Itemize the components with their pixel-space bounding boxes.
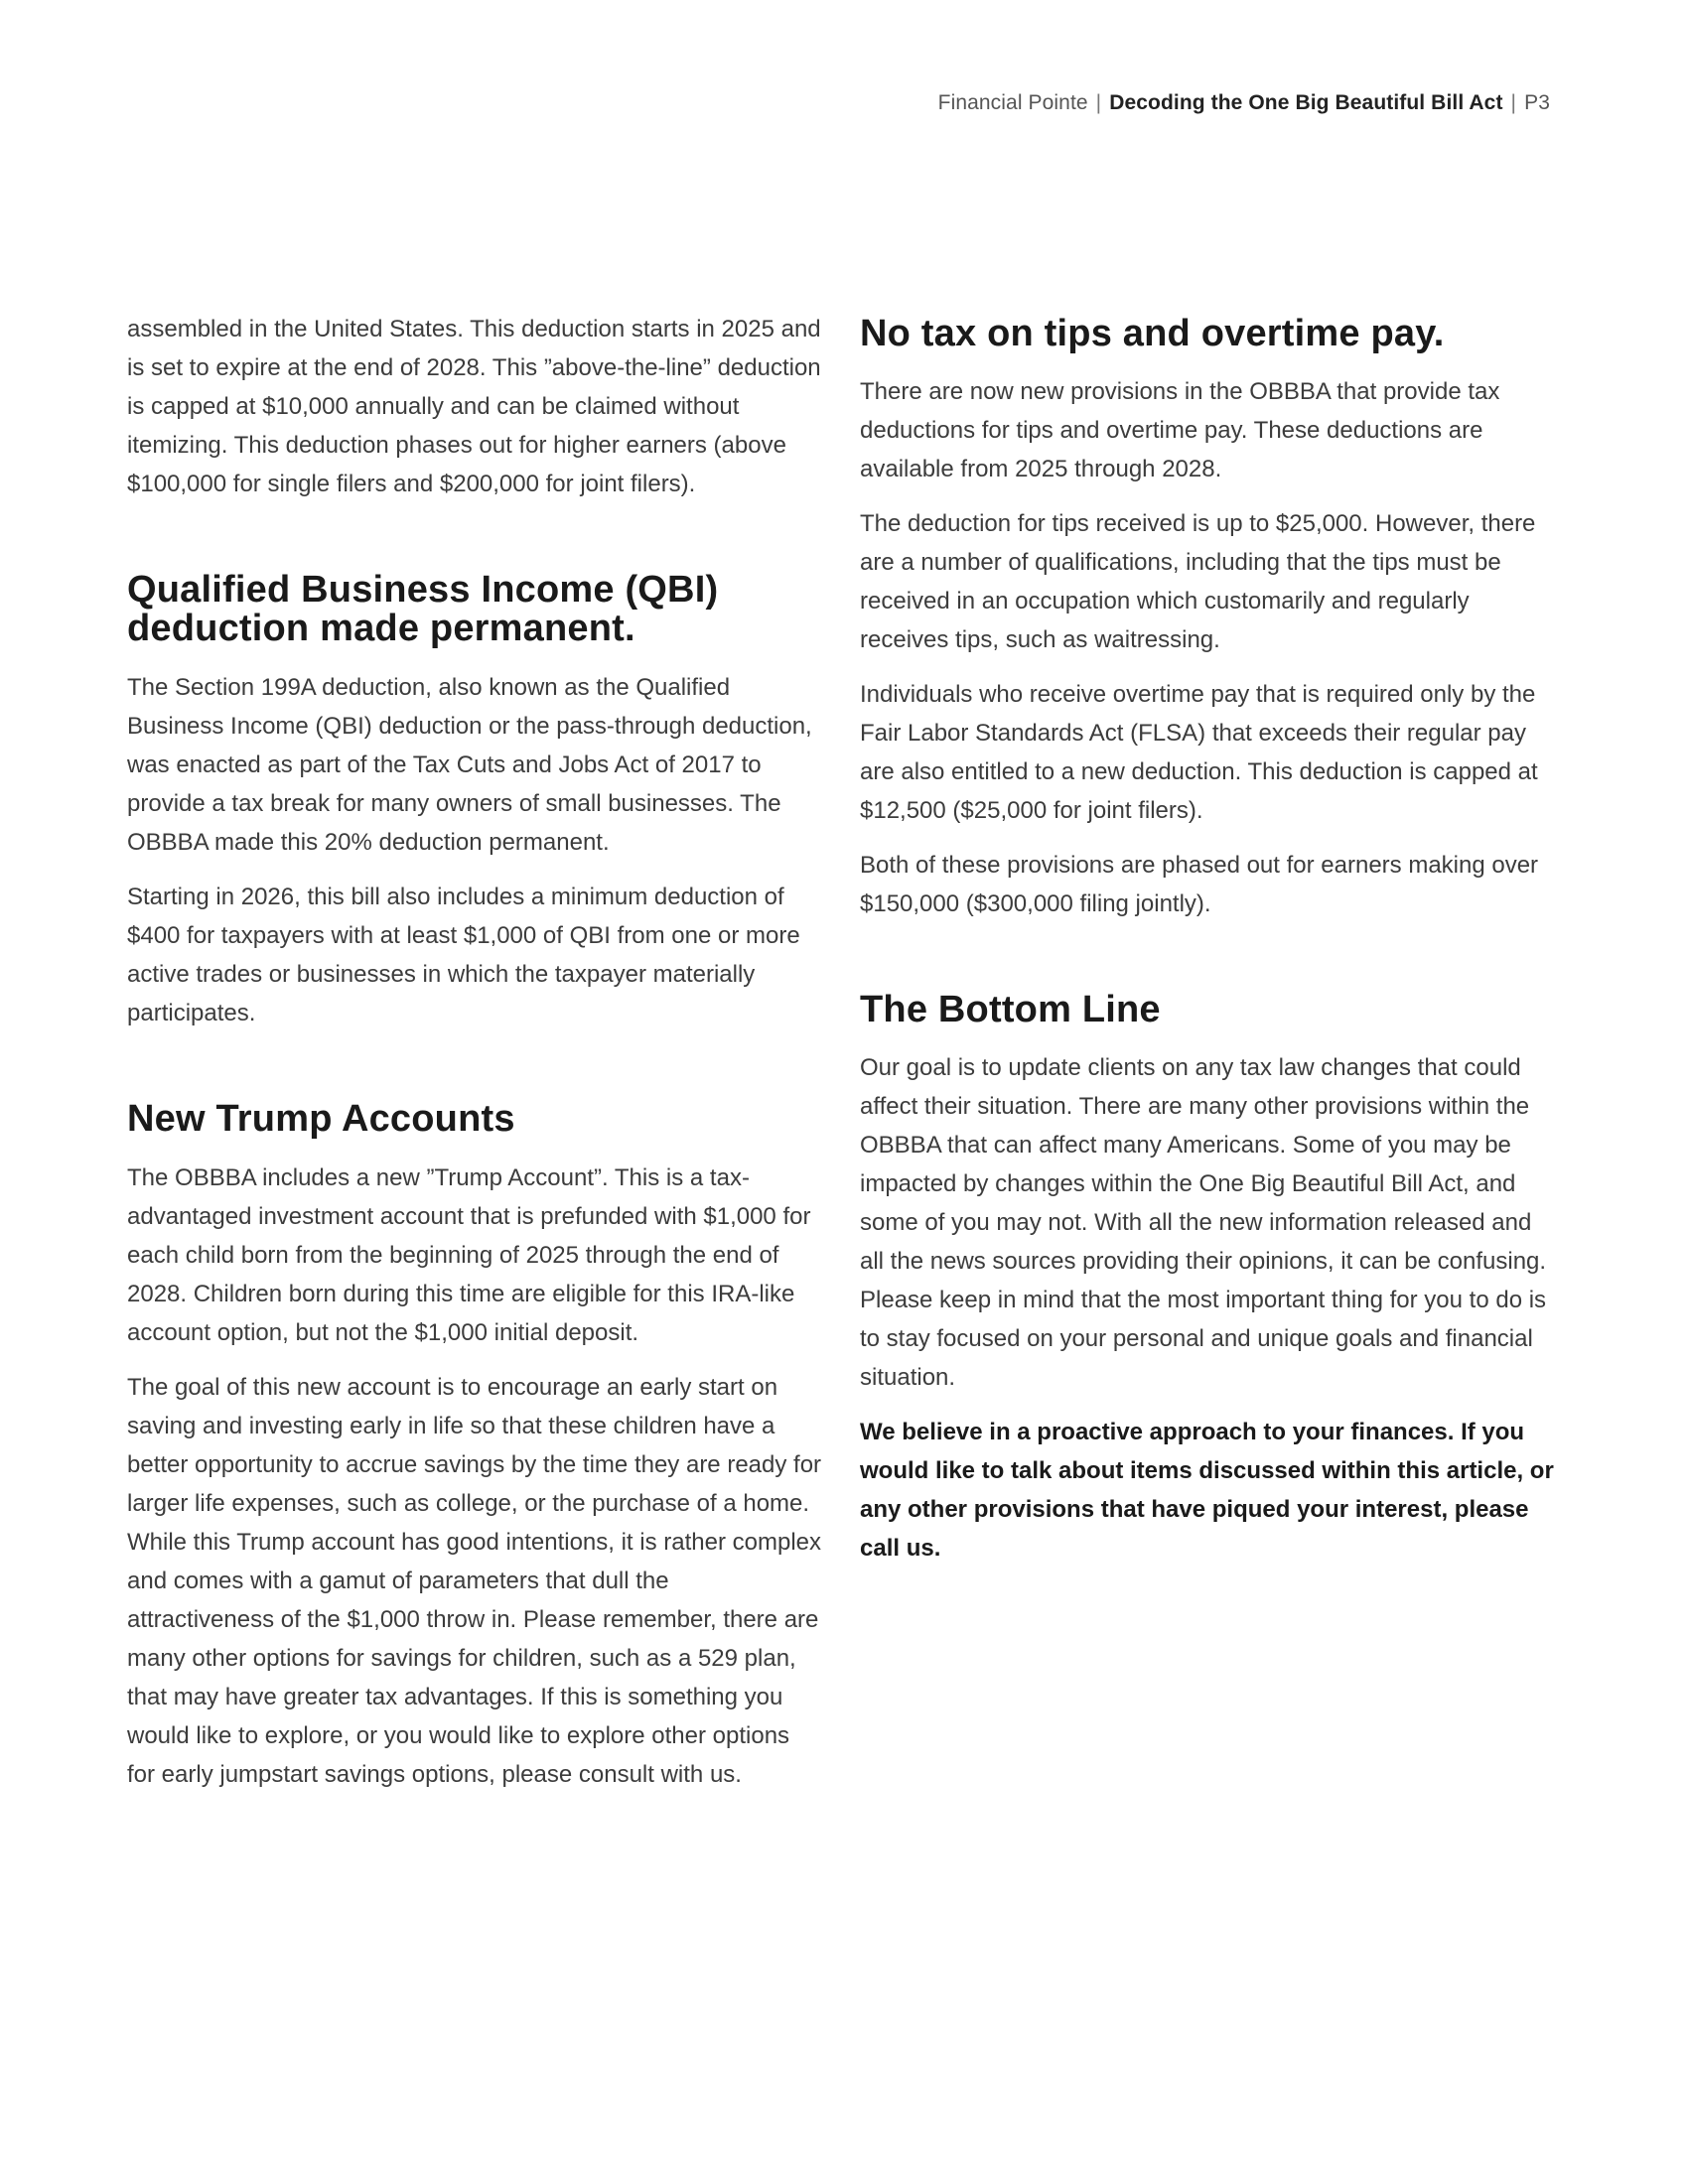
qbi-paragraph: The Section 199A deduction, also known as the Qualified Business Income (QBI) deduction or the pass-through deduction, was enacted as part of the Tax Cuts and Jobs Act of 2017 to provide a tax break for many owners of small businesses. The OBBBA made this 20% deduction permanent. (127, 674, 812, 856)
bottom-line-paragraph: Our goal is to update clients on any tax law changes that could affect their situation. There are many other provisions within the OBBBA that can affect many Americans. Some of you may be impacted by changes within the One Big Beautiful Bill Act, and some of you may not. With all the new information released and all the news sources providing their opinions, it can be confusing. Please keep in mind that the most important thing for you to do is to stay focused on your personal and unique goals and financial situation. (860, 1054, 1547, 1391)
call-to-action: We believe in a proactive approach to your finances. If you would like to talk about items discussed within this article, or any other provisions that have piqued your interest, please call us. (860, 1419, 1554, 1562)
page-number: P3 (1524, 91, 1550, 114)
trump-accounts-paragraph: The OBBBA includes a new ”Trump Account”. This is a tax-advantaged investment account that is prefunded with $1,000 for each child born from the beginning of 2025 through the end of 2028. Children born during this time are eligible for this IRA-like account option, but not the $1,000 initial deposit. (127, 1164, 811, 1346)
page-header (938, 91, 1550, 115)
continued-paragraph: assembled in the United States. This deduction starts in 2025 and is set to expire at the end of 2028. This ”above-the-line” deduction is capped at $10,000 annually and can be claimed without itemizing. This deduction phases out for higher earners (above $100,000 for single filers and $200,000 for joint filers). (127, 316, 821, 497)
section-heading-qbi: Qualified Business Income (QBI) deduction made permanent. (127, 569, 719, 649)
tips-paragraph: Both of these provisions are phased out for earners making over $150,000 ($300,000 filing jointly). (860, 852, 1539, 917)
tips-paragraph: The deduction for tips received is up to $25,000. However, there are a number of qualifications, including that the tips must be received in an occupation which customarily and regularly receives tips, such as waitressing. (860, 510, 1536, 653)
left-column (127, 310, 822, 1810)
brand-name: Financial Pointe (937, 91, 1088, 114)
trump-accounts-paragraph: The goal of this new account is to encourage an early start on saving and investing early in life so that these children have a better opportunity to accrue savings by the time they are ready for larger life expenses, such as college, or the purchase of a home. While this Trump account has good intentions, it is rather complex and comes with a gamut of parameters that dull the attractiveness of the $1,000 throw in. Please remember, there are many other options for savings for children, such as a 529 plan, that may have greater tax advantages. If this is something you would like to explore, or you would like to explore other options for early jumpstart savings options, please consult with us. (127, 1374, 822, 1788)
right-column (860, 310, 1555, 1583)
header-separator: | (1095, 91, 1102, 114)
header-separator: | (1510, 91, 1517, 114)
section-heading-tips-overtime: No tax on tips and overtime pay. (860, 313, 1445, 354)
section-heading-trump-accounts: New Trump Accounts (127, 1098, 515, 1140)
document-title: Decoding the One Big Beautiful Bill Act (1109, 91, 1503, 114)
tips-paragraph: Individuals who receive overtime pay that is required only by the Fair Labor Standards Act (FLSA) that exceeds their regular pay are also entitled to a new deduction. This deduction is capped at $12,500 ($25,000 for joint filers). (860, 681, 1538, 824)
qbi-paragraph: Starting in 2026, this bill also includes a minimum deduction of $400 for taxpayers with at least $1,000 of QBI from one or more active trades or businesses in which the taxpayer materially participates. (127, 884, 800, 1026)
section-heading-bottom-line: The Bottom Line (860, 989, 1161, 1030)
tips-paragraph: There are now new provisions in the OBBBA that provide tax deductions for tips and overtime pay. These deductions are available from 2025 through 2028. (860, 378, 1500, 482)
